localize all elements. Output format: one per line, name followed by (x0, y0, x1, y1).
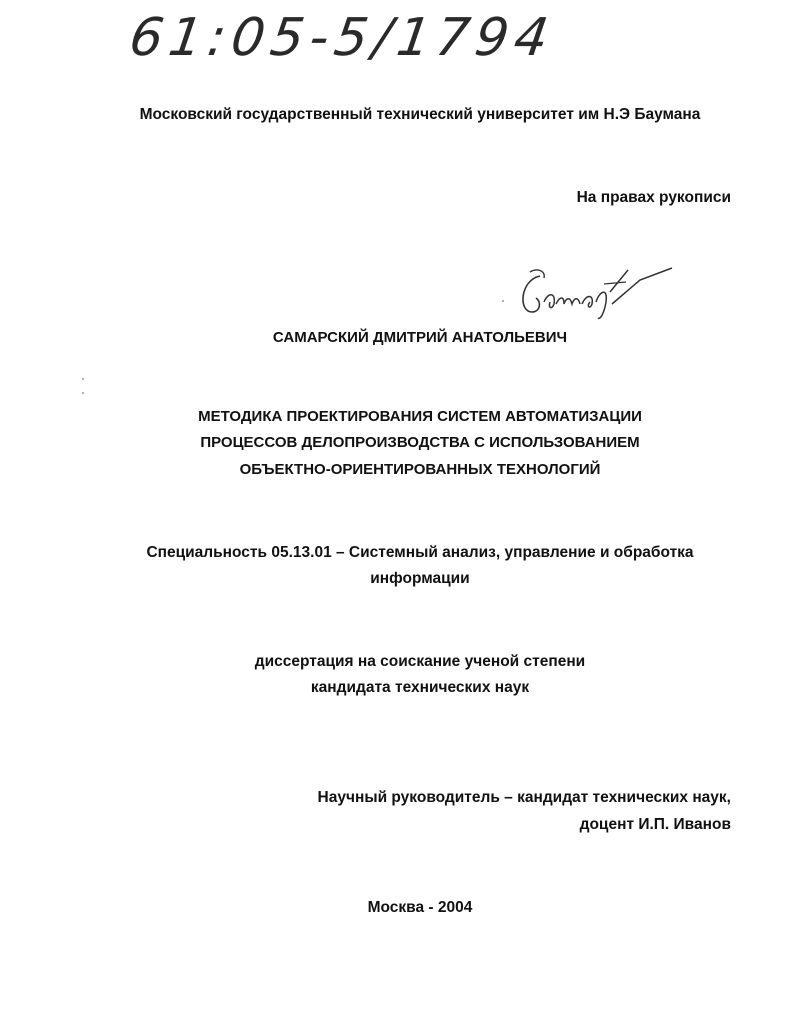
scan-speck (82, 378, 84, 380)
place-year: Москва - 2004 (367, 899, 473, 916)
university-name: Московский государственный технический университет им Н.Э Баумана (139, 106, 701, 123)
scan-speck (82, 392, 84, 394)
supervisor-line: доцент И.П. Иванов (579, 816, 731, 833)
speciality-line: информации (370, 570, 470, 587)
author-name: САМАРСКИЙ ДМИТРИЙ АНАТОЛЬЕВИЧ (272, 329, 568, 346)
degree-line: кандидата технических наук (310, 679, 530, 696)
rights-note: На правах рукописи (576, 189, 731, 206)
archive-code-handwritten: 61:05-5/1794 (125, 8, 558, 68)
supervisor-line: Научный руководитель – кандидат технических наук, (317, 789, 731, 806)
author-signature (500, 262, 690, 332)
dissertation-title-line: ОБЪЕКТНО-ОРИЕНТИРОВАННЫХ ТЕХНОЛОГИЙ (239, 461, 601, 478)
speciality-line: Специальность 05.13.01 – Системный анализ, управление и обработка (146, 544, 694, 561)
scan-speck (502, 300, 504, 302)
dissertation-title-line: МЕТОДИКА ПРОЕКТИРОВАНИЯ СИСТЕМ АВТОМАТИЗАЦИИ (198, 408, 642, 425)
degree-line: диссертация на соискание ученой степени (254, 653, 586, 670)
dissertation-title-line: ПРОЦЕССОВ ДЕЛОПРОИЗВОДСТВА С ИСПОЛЬЗОВАНИЕМ (200, 434, 640, 451)
